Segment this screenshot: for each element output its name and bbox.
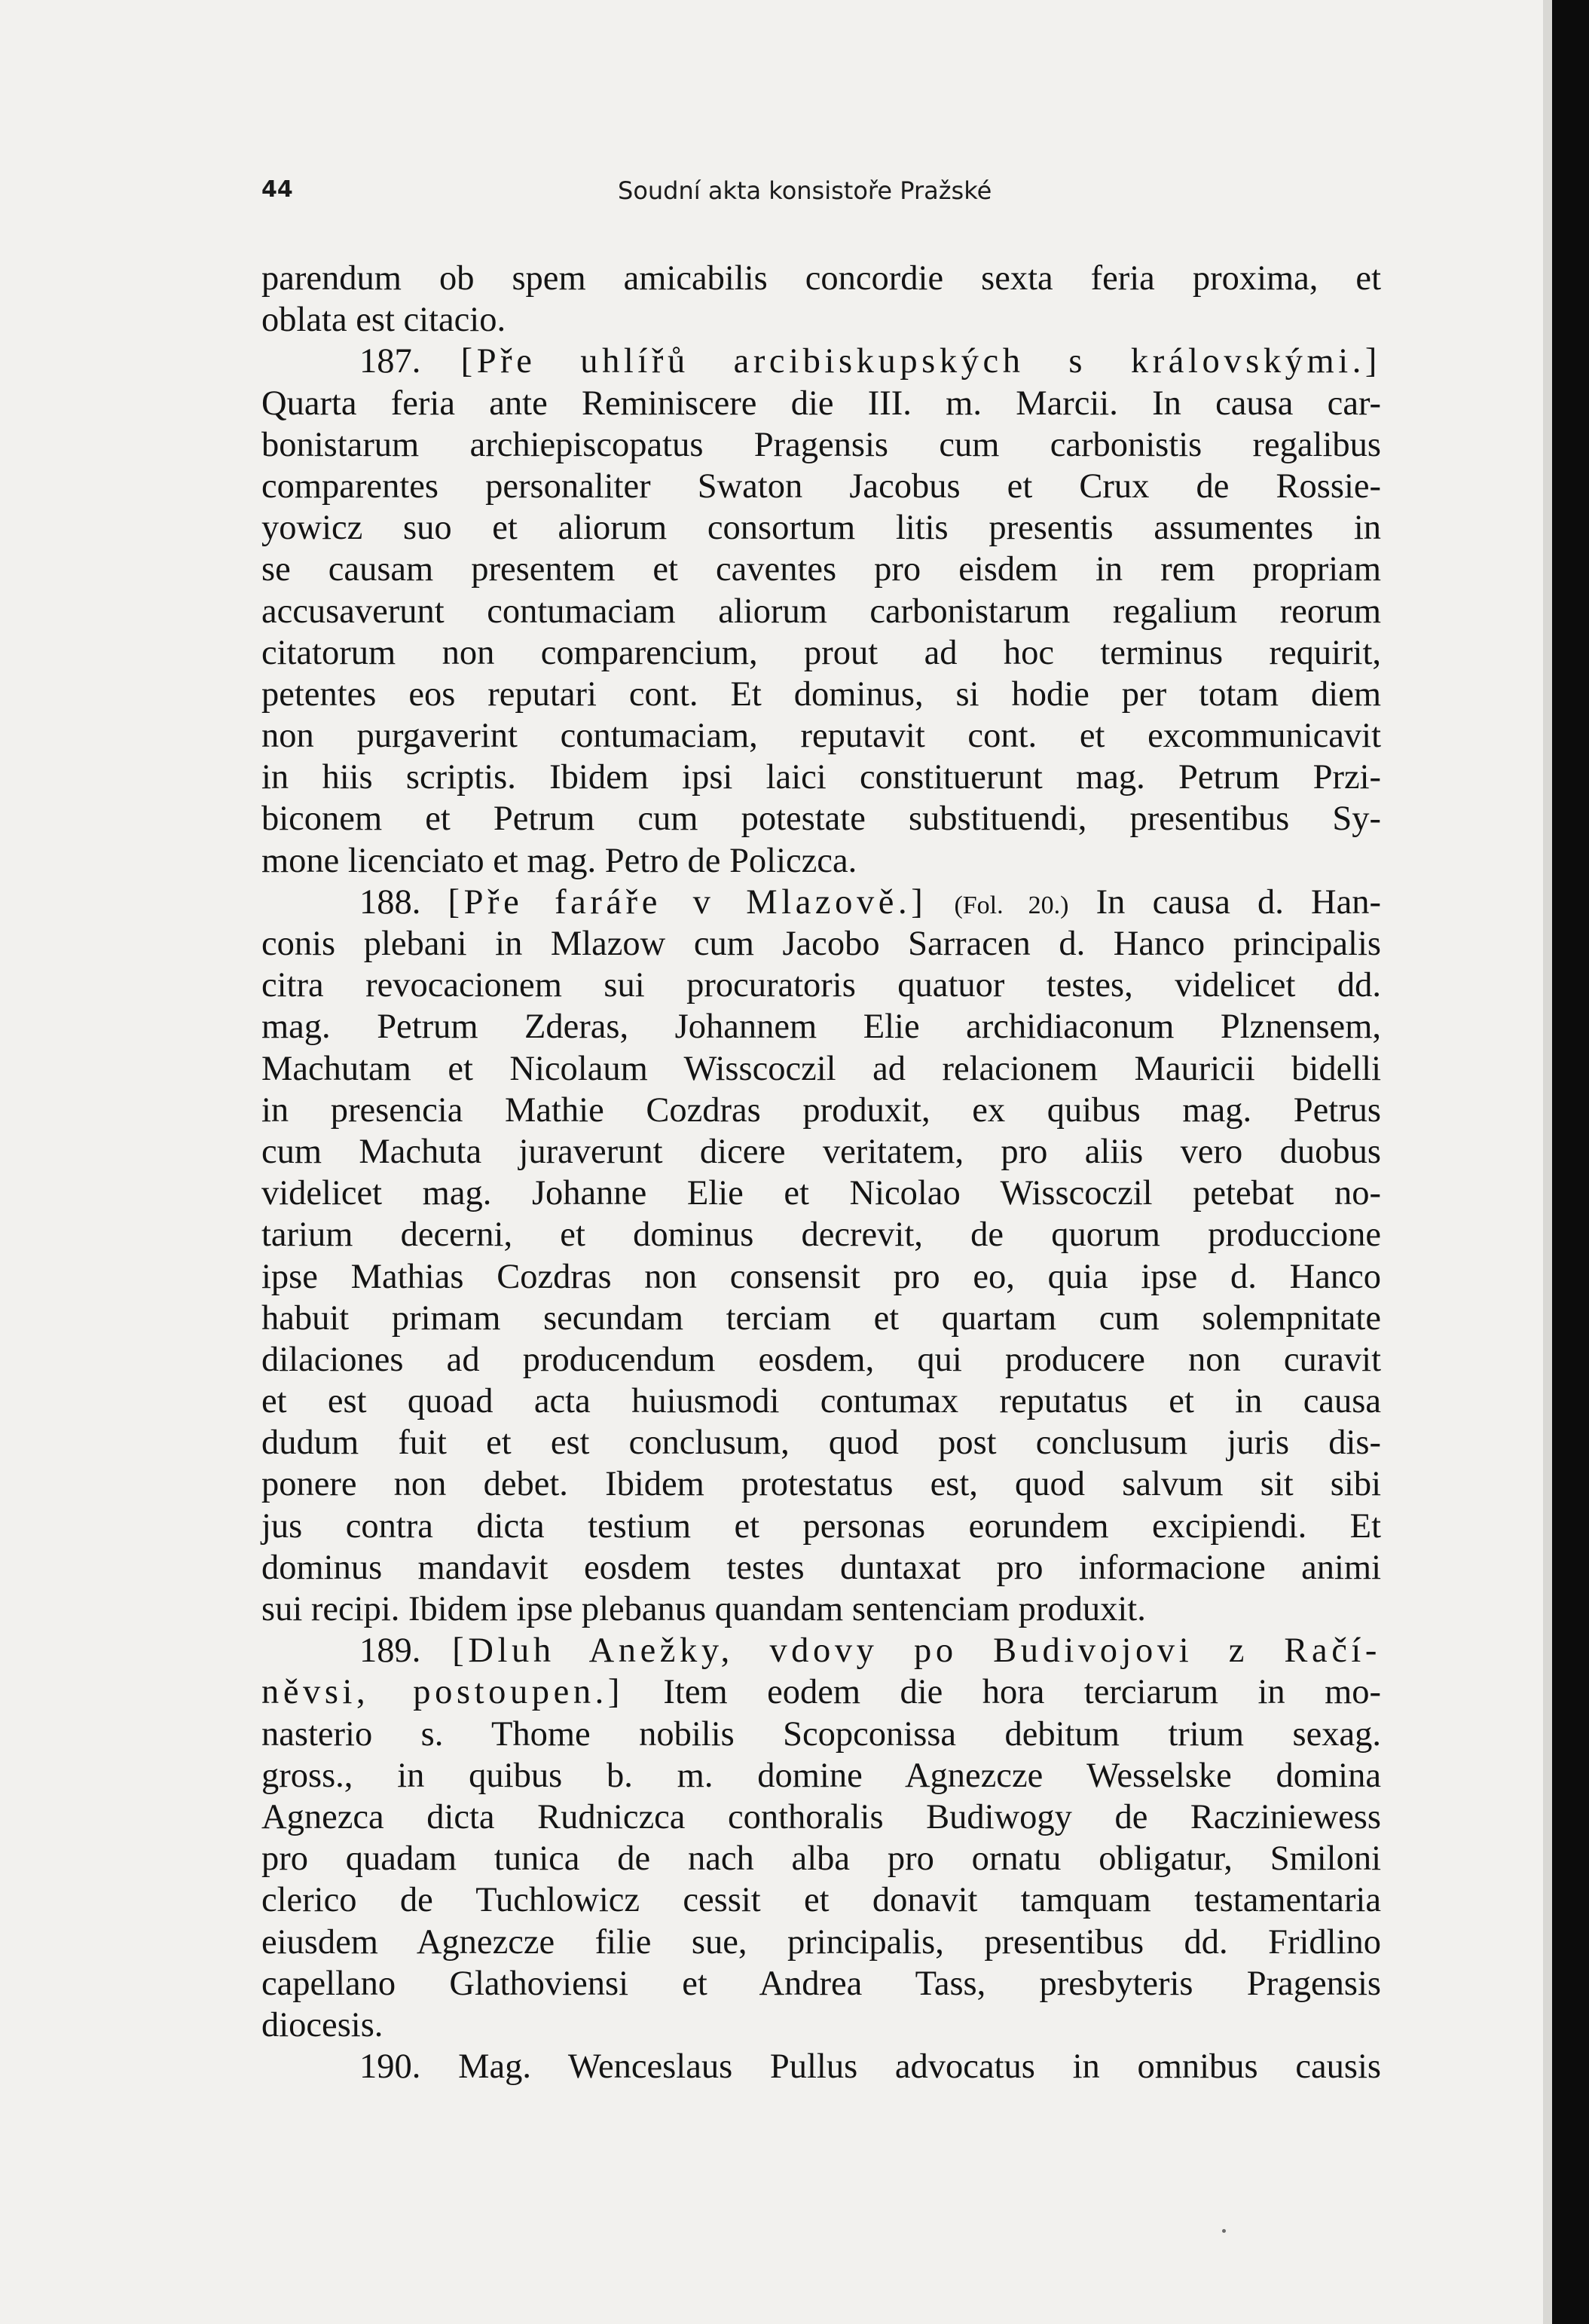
line-text: mag. Petrum Zderas, Johannem Elie archidiaconum Plznensem, [261,1008,1381,1047]
line-text: et est quoad acta huiusmodi contumax reputatus et in causa [261,1382,1381,1421]
line-text: ipse Mathias Cozdras non consensit pro eo, quia ipse d. Hanco [261,1257,1381,1296]
running-title: Soudní akta konsistoře Pražské [618,176,992,205]
line-text: habuit primam secundam terciam et quartam cum solempnitate [261,1298,1381,1338]
text-line [261,299,1381,341]
line-text: se causam presentem et caventes pro eisdem in rem propriam [261,550,1381,589]
line-text: dilaciones ad producendum eosdem, qui producere non curavit [261,1340,1381,1379]
text-line [261,1547,1381,1589]
line-text: yowicz suo et aliorum consortum litis presentis assumentes in [261,509,1381,548]
line-text: In causa d. Han- [1095,882,1382,922]
text-line [261,1922,1381,1963]
line-text: capellano Glathoviensi et Andrea Tass, presbyteris Pragensis [261,1964,1381,2003]
text-line [261,1506,1381,1547]
line-text: eiusdem Agnezcze filie sue, principalis, presentibus dd. Fridlino [261,1922,1381,1962]
line-text: nasterio s. Thome nobilis Scopconissa debitum trium sexag. [261,1714,1381,1754]
line-text: pro quadam tunica de nach alba pro ornatu obligatur, Smiloni [261,1839,1381,1879]
line-text: tarium decerni, et dominus decrevit, de quorum produccione [261,1216,1381,1255]
entry-heading: [Pře faráře v Mlazově.] [448,882,927,922]
text-line [261,1256,1381,1298]
text-line [261,466,1381,507]
text-line [261,383,1381,424]
text-line [261,1339,1381,1381]
line-text: in hiis scriptis. Ibidem ipsi laici constituerunt mag. Petrum Przi- [261,758,1381,797]
line-text: in presencia Mathie Cozdras produxit, ex quibus mag. Petrus [261,1090,1381,1130]
text-line [261,1090,1381,1131]
entry-number: 189. [359,1631,453,1671]
text-line [261,1755,1381,1797]
text-line [261,1214,1381,1255]
text-line [261,258,1381,299]
entry-number: 187. [359,342,461,381]
line-text: non purgaverint contumaciam, reputavit cont. et excommunicavit [261,717,1381,756]
line-text: Mag. Wenceslaus Pullus advocatus in omnibus causis [458,2047,1382,2087]
line-text: clerico de Tuchlowicz cessit et donavit tamquam testamentaria [261,1881,1381,1920]
line-text: sui recipi. Ibidem ipse plebanus quandam sentenciam produxit. [261,1590,1146,1628]
text-line [261,591,1381,632]
line-text: comparentes personaliter Swaton Jacobus et Crux de Rossie- [261,466,1381,506]
text-line [261,1797,1381,1838]
text-line [261,1879,1381,1921]
scan-border [1552,0,1589,2324]
text-line [261,674,1381,715]
text-line [261,1714,1381,1755]
line-text: ponere non debet. Ibidem protestatus est, quod salvum sit sibi [261,1465,1381,1504]
text-line [261,715,1381,757]
line-text: gross., in quibus b. m. domine Agnezcze Wesselske domina [261,1756,1381,1795]
text-line [261,1589,1381,1630]
line-text: Item eodem die hora terciarum in mo- [663,1673,1382,1712]
text-line [261,1671,1381,1713]
line-text: Quarta feria ante Reminiscere die III. m. Marcii. In causa car- [261,384,1381,423]
text-line [261,840,1381,882]
line-text: diocesis. [261,2005,383,2044]
text-line [261,632,1381,674]
folio-marker: (Fol. 20.) [954,891,1069,919]
entry-heading: něvsi, postoupen.] [261,1673,624,1712]
text-line [261,965,1381,1006]
line-text: citatorum non comparencium, prout ad hoc terminus requirit, [261,633,1381,672]
line-text: oblata est citacio. [261,301,506,340]
line-text: mone licenciato et mag. Petro de Policzca. [261,841,857,880]
page-number: 44 [261,176,293,203]
line-text: dudum fuit et est conclusum, quod post conclusum juris dis- [261,1423,1381,1463]
line-text: videlicet mag. Johanne Elie et Nicolao Wisscoczil petebat no- [261,1174,1381,1213]
entry-heading: [Pře uhlířů arcibiskupských s královskými.] [460,342,1382,381]
text-line [261,507,1381,549]
line-text: parendum ob spem amicabilis concordie sexta feria proxima, et [261,259,1381,298]
text-line [261,424,1381,466]
line-text: Machutam et Nicolaum Wisscoczil ad relacionem Mauricii bidelli [261,1049,1381,1088]
line-text: accusaverunt contumaciam aliorum carbonistarum regalium reorum [261,592,1381,631]
line-text: jus contra dicta testium et personas eorundem excipiendi. Et [261,1506,1381,1546]
text-line [261,882,1381,923]
text-line [261,2004,1381,2046]
text-line [261,1048,1381,1090]
line-text: conis plebani in Mlazow cum Jacobo Sarracen d. Hanco principalis [261,925,1381,963]
text-line [261,1131,1381,1173]
line-text: dominus mandavit eosdem testes duntaxat pro informacione animi [261,1548,1381,1587]
line-text: cum Machuta juraverunt dicere veritatem, pro aliis vero duobus [261,1132,1381,1171]
text-line [261,549,1381,590]
text-line [261,1298,1381,1339]
line-text: biconem et Petrum cum potestate substituendi, presentibus Sy- [261,800,1381,839]
document-body [261,258,1381,2087]
text-line [261,757,1381,798]
line-text: petentes eos reputari cont. Et dominus, si hodie per totam diem [261,674,1381,714]
page-header [261,176,1381,206]
text-line [261,341,1381,382]
text-line [261,1173,1381,1214]
text-line [261,923,1381,965]
text-line [261,798,1381,839]
scan-speck [1222,2229,1226,2233]
entry-number: 190. [359,2047,459,2087]
text-line [261,1381,1381,1422]
line-text: bonistarum archiepiscopatus Pragensis cum carbonistis regalibus [261,425,1381,464]
text-line [261,1463,1381,1505]
entry-number: 188. [359,882,448,922]
text-line [261,1422,1381,1463]
line-text: Agnezca dicta Rudniczca conthoralis Budiwogy de Racziniewess [261,1797,1381,1836]
text-line [261,2046,1381,2087]
text-line [261,1630,1381,1671]
text-line [261,1963,1381,2004]
entry-heading: [Dluh Anežky, vdovy po Budivojovi z Račí- [452,1631,1381,1671]
text-line [261,1006,1381,1047]
line-text: citra revocacionem sui procuratoris quatuor testes, videlicet dd. [261,966,1381,1005]
text-line [261,1838,1381,1879]
